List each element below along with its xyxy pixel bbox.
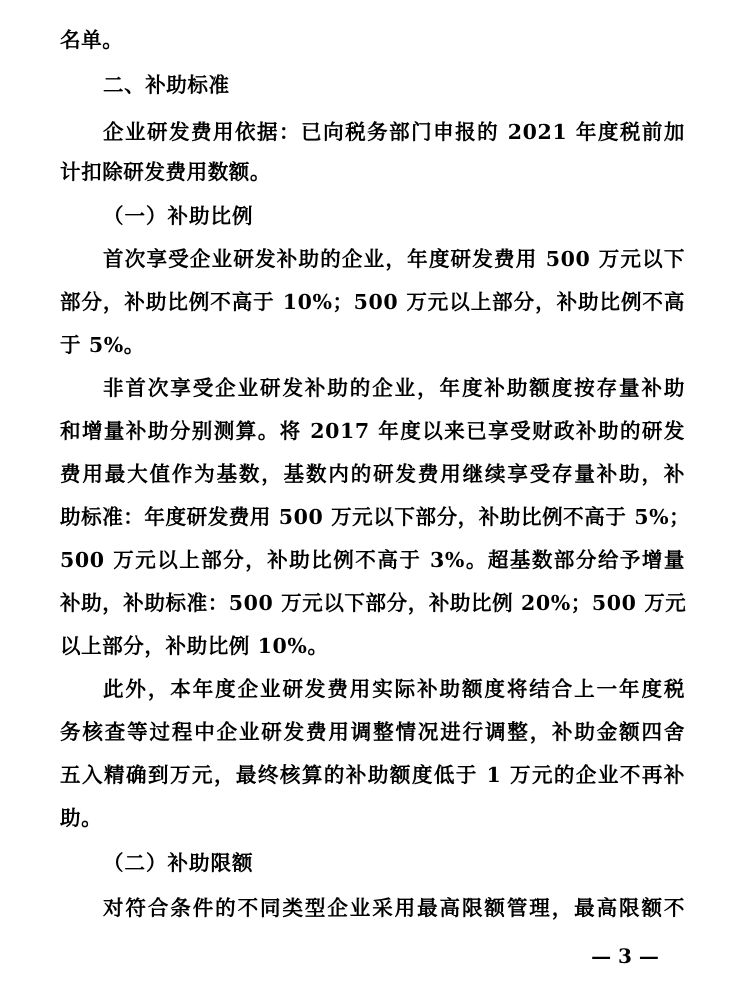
text-line: 于 5%。 [60, 333, 145, 357]
text-line: 务核查等过程中企业研发费用调整情况进行调整，补助金额四舍 [60, 720, 685, 744]
text-line: 助。 [60, 806, 103, 830]
text-line: 对符合条件的不同类型企业采用最高限额管理，最高限额不 [103, 896, 685, 920]
text-line: 此外，本年度企业研发费用实际补助额度将结合上一年度税 [103, 677, 685, 701]
text-line: 首次享受企业研发补助的企业，年度研发费用 500 万元以下 [103, 247, 685, 271]
subheading-subsidy-ratio: （一）补助比例 [103, 204, 254, 228]
section-heading-subsidy-standard: 二、补助标准 [103, 73, 230, 97]
text-line: 助标准：年度研发费用 500 万元以下部分，补助比例不高于 5%； [60, 505, 691, 529]
text-line: 和增量补助分别测算。将 2017 年度以来已享受财政补助的研发 [60, 419, 685, 443]
text-line: 计扣除研发费用数额。 [60, 160, 271, 184]
text-line: 500 万元以上部分，补助比例不高于 3%。超基数部分给予增量 [60, 548, 685, 572]
text-line: 非首次享受企业研发补助的企业，年度补助额度按存量补助 [103, 376, 685, 400]
subheading-subsidy-limit: （二）补助限额 [103, 851, 254, 875]
page-number: — 3 — [591, 944, 659, 968]
text-line: 补助，补助标准：500 万元以下部分，补助比例 20%；500 万元 [60, 591, 687, 615]
text-line: 以上部分，补助比例 10%。 [60, 634, 329, 658]
text-line-continuation: 名单。 [60, 28, 124, 52]
text-line: 部分，补助比例不高于 10%；500 万元以上部分，补助比例不高 [60, 290, 685, 314]
text-line: 费用最大值作为基数，基数内的研发费用继续享受存量补助，补 [60, 462, 685, 486]
text-line: 企业研发费用依据：已向税务部门申报的 2021 年度税前加 [103, 120, 685, 144]
text-line: 五入精确到万元，最终核算的补助额度低于 1 万元的企业不再补 [60, 763, 685, 787]
